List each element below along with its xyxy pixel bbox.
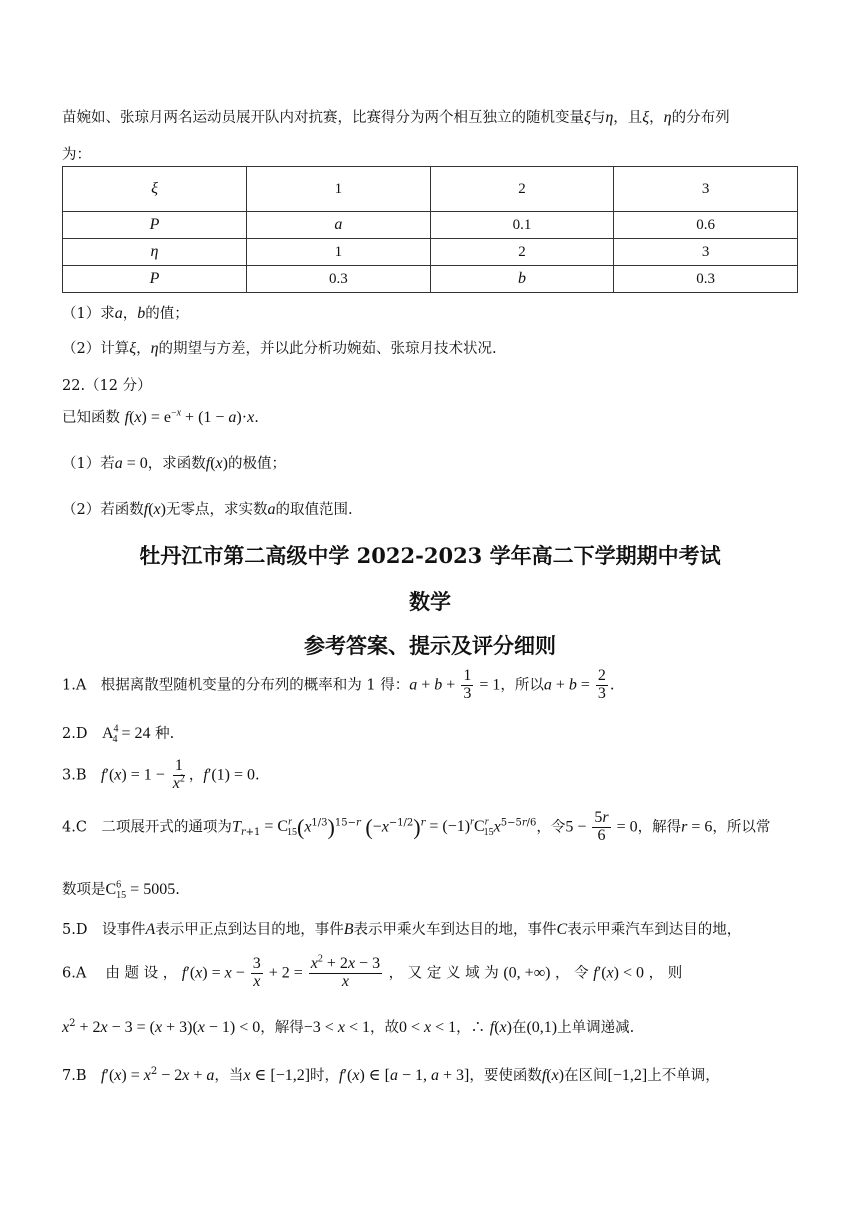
table-row [63, 212, 798, 239]
table-cell: a [247, 212, 431, 239]
table-cell: 0.3 [247, 266, 431, 293]
problem21-question1: （1）求a，b的值； [62, 305, 189, 322]
answers-title: 参考答案、提示及评分细则 [304, 633, 556, 658]
answer-7: 7.B $f'(x) = x^2 - 2x + a$，当x ∈ [−1,2]时，f′(x) ∈ [a − 1, a + 3]，要使函数f(x)在区间[−1,2]上不单调， [62, 1066, 720, 1084]
answer-5: 5.D 设事件A表示甲正点到达目的地，事件B表示甲乘火车到达目的地，事件C表示甲乘汽车到达目的地， [62, 921, 742, 938]
subject-title: 数学 [409, 589, 451, 614]
table-cell: 0.3 [614, 266, 798, 293]
table-cell: P [63, 212, 247, 239]
problem22-statement: 已知函数 $f(x) = e^{-x} + (1 - a)\cdot x$. [62, 407, 259, 426]
problem22-question2: （2）若函数f(x)无零点，求实数a的取值范围. [62, 501, 353, 518]
table-cell: 1 [247, 239, 431, 266]
table-row [63, 266, 798, 293]
answer-6-line1: 6.A 由 题 设 ， f′(x) = x − $\frac{3}{x}$ + 2 = $\frac{x^2 + 2x - 3}{x}$ ， 又 定 义 域 为 (0, +∞) ， 令 f′(x) < 0 ， 则 [62, 953, 683, 990]
table-cell: 2 [430, 239, 614, 266]
table-cell: 0.6 [614, 212, 798, 239]
table-row [63, 167, 798, 212]
table-cell: 1 [247, 167, 431, 212]
problem22-header: 22.（12 分） [62, 378, 152, 394]
answer-3: 3.B f′(x) = 1 − $\frac{1}{x^2}$ ，f′(1) = 0. [62, 757, 260, 792]
table-cell: η [63, 239, 247, 266]
table-cell: ξ [63, 167, 247, 212]
problem21-intro-line2: 为： [62, 147, 91, 163]
school-title: 牡丹江市第二高级中学 2022-2023 学年高二下学期期中考试 [139, 543, 721, 568]
answer-4-line1: 4.C 二项展开式的通项为$T_{r+1} = C^r_{15}(x^{1/3})^{15-r}$ $(-x^{-1/2})^r = (-1)^rC^r_{15}x^{5-5r/6}$，令5 − $\frac{5r}{6}$ = 0，解得r = 6，所以常 [62, 809, 771, 844]
table-cell: 0.1 [430, 212, 614, 239]
distribution-table [62, 166, 798, 293]
answer-2: 2.D $A^4_4 = 24$ 种. [62, 723, 175, 746]
table-cell: b [430, 266, 614, 293]
problem21-question2: （2）计算ξ，η的期望与方差，并以此分析功婉茹、张琼月技术状况. [62, 340, 497, 357]
problem22-question1: （1）若a = 0，求函数f(x)的极值； [62, 455, 286, 472]
answer-1: 1.A 根据离散型随机变量的分布列的概率和为 1 得：a + b + $\frac{1}{3}$ = 1，所以a + b = $\frac{2}{3}$ . [62, 667, 615, 702]
table-cell: 2 [430, 167, 614, 212]
problem21-intro-line1: 苗婉如、张琼月两名运动员展开队内对抗赛，比赛得分为两个相互独立的随机变量ξ与η，且ξ，η的分布列 [62, 109, 730, 126]
table-cell: 3 [614, 239, 798, 266]
table-row [63, 239, 798, 266]
table-cell: 3 [614, 167, 798, 212]
table-cell: P [63, 266, 247, 293]
answer-6-line2: $x^2 + 2x - 3 = (x + 3)(x - 1) < 0$，解得−3 < x < 1，故0 < x < 1，∴ f(x)在(0,1)上单调递减. [62, 1018, 635, 1036]
answer-4-line2: 数项是$C^6_{15} = 5005$. [62, 879, 180, 902]
